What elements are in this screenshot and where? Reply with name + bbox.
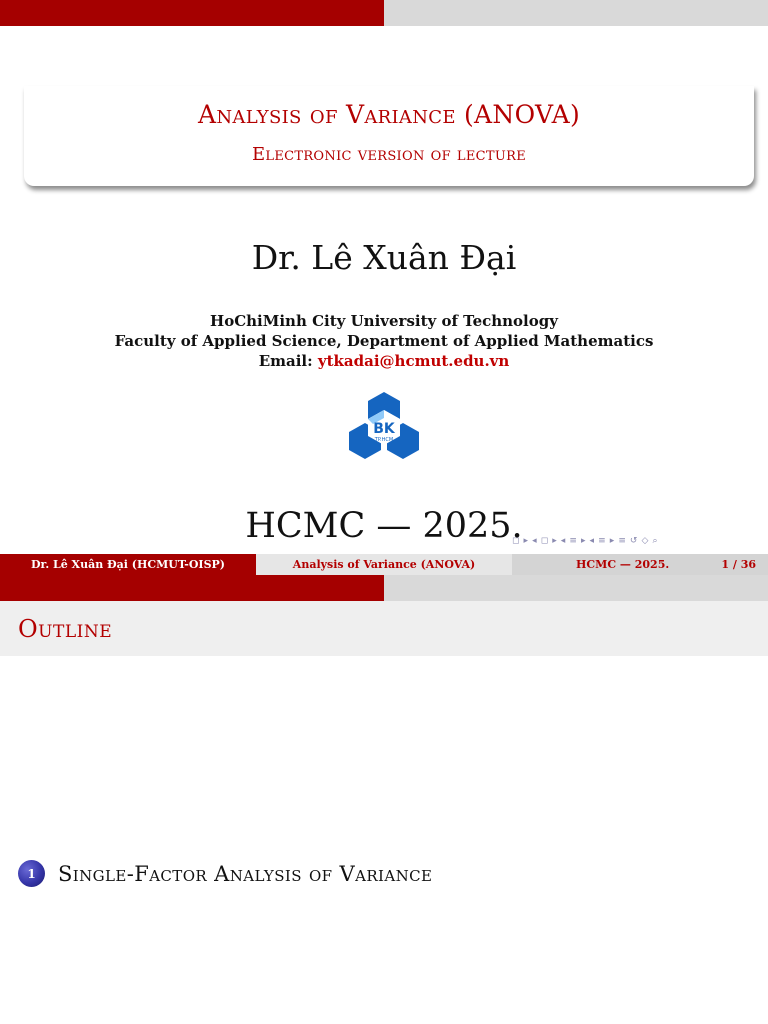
email-line	[0, 352, 768, 370]
presentation-date: HCMC — 2025.	[245, 506, 523, 546]
email-link[interactable]: ytkadai@hcmut.edu.vn	[317, 352, 510, 370]
beamer-navigation-icons[interactable]: ◻ ▸ ◂ ◻ ▸ ◂ ≡ ▸ ◂ ≡ ▸ ≡ ↺ ◇ ⌕	[512, 536, 659, 546]
header-bar-grey	[384, 0, 768, 26]
header-bar	[0, 0, 768, 26]
slide-title: Analysis of Variance (ANOVA)	[197, 100, 581, 129]
header-bar-red	[0, 575, 384, 601]
logo-subtext: TP.HCM	[374, 437, 394, 443]
header-bar-grey	[384, 575, 768, 601]
footer-date: HCMC — 2025.	[576, 558, 670, 571]
header-bar-slide2	[0, 575, 768, 601]
footer-page-number: 1 / 36	[721, 558, 756, 571]
logo-text: BK	[373, 421, 395, 437]
footer-author: Dr. Lê Xuân Đại (HCMUT-OISP)	[0, 554, 256, 575]
slide-subtitle: Electronic version of lecture	[251, 144, 527, 165]
author-name: Dr. Lê Xuân Đại	[251, 238, 517, 277]
toc-item-label[interactable]: Single-Factor Analysis of Variance	[58, 861, 433, 886]
frame-title-bar	[0, 601, 768, 656]
toc-item[interactable]	[18, 860, 432, 887]
outline-title: Outline	[18, 615, 113, 643]
footer-right	[512, 554, 768, 575]
header-bar-red	[0, 0, 384, 26]
toc-number-ball: 1	[18, 860, 45, 887]
university-logo	[349, 392, 419, 462]
title-box	[24, 86, 754, 186]
footer-bar	[0, 554, 768, 575]
email-label: Email:	[258, 352, 313, 370]
faculty-name: Faculty of Applied Science, Department of Applied Mathematics	[114, 332, 654, 350]
institution-name: HoChiMinh City University of Technology	[210, 312, 558, 330]
footer-title: Analysis of Variance (ANOVA)	[256, 554, 512, 575]
